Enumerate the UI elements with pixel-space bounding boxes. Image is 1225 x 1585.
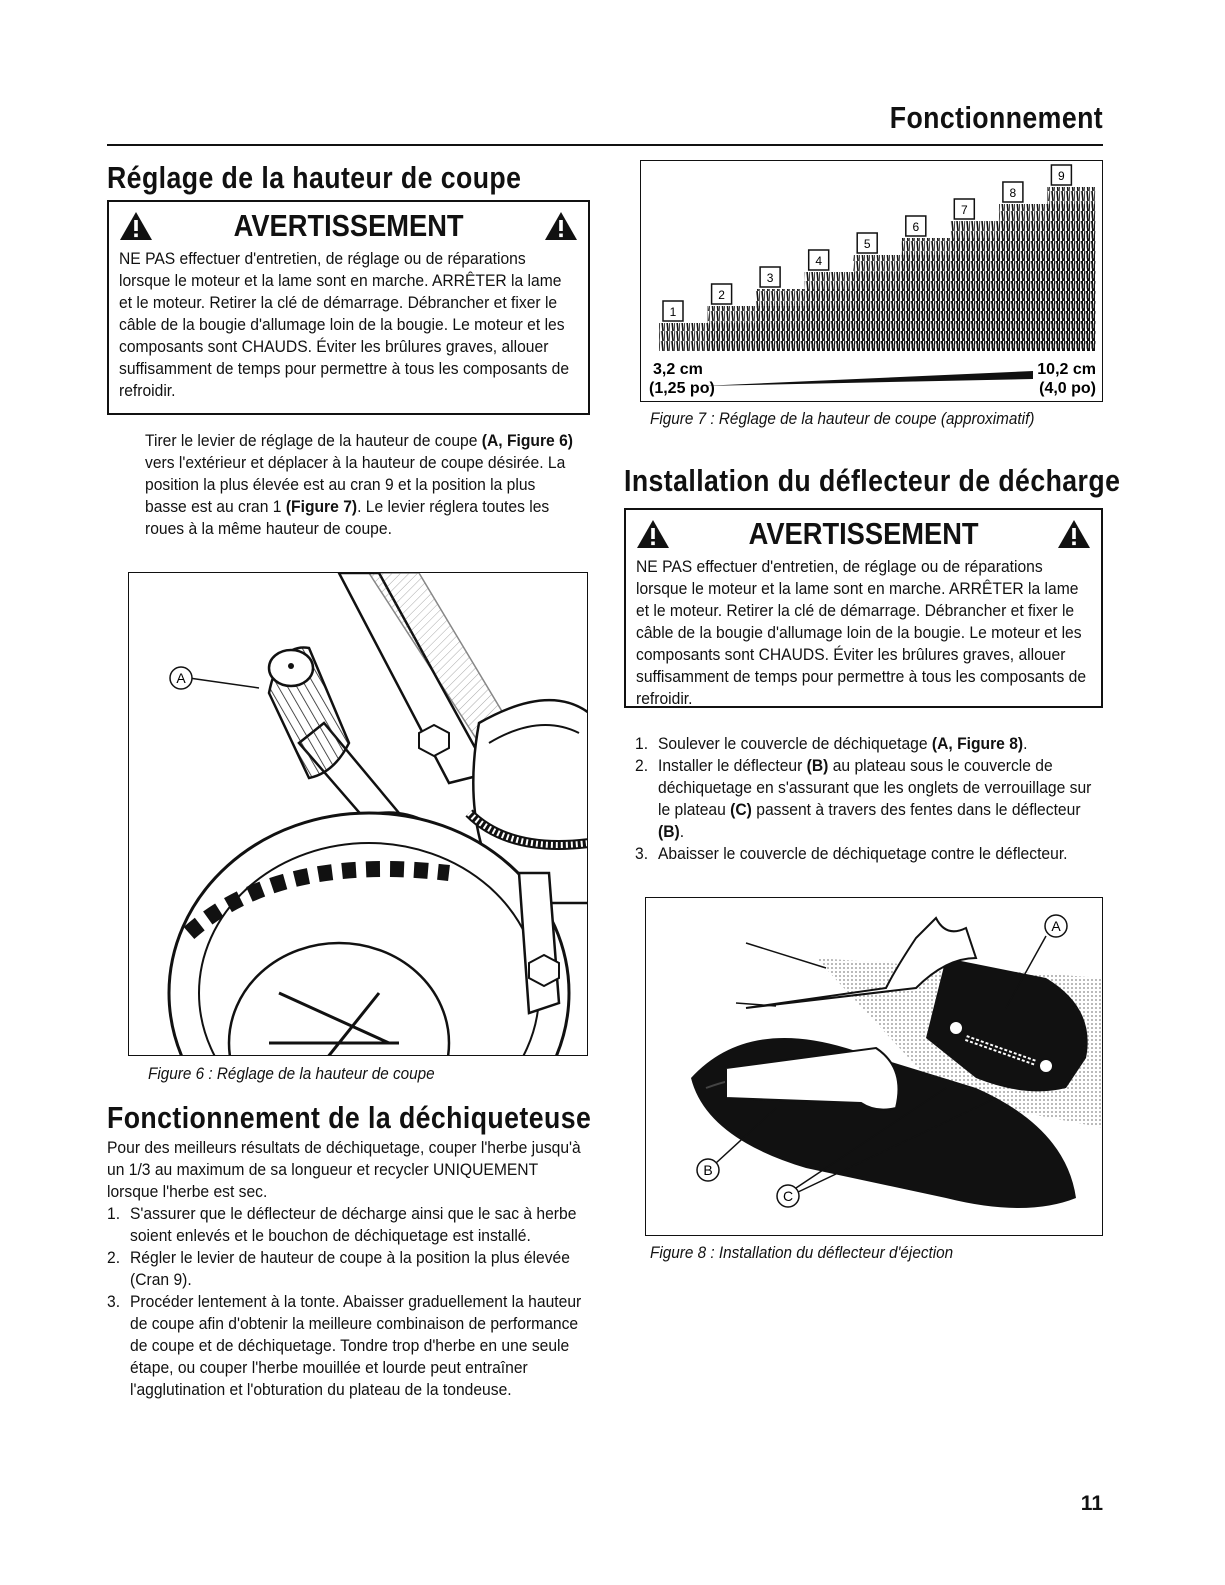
list-item: 2. Installer le déflecteur (B) au plateau sous le couvercle de déchiquetage en s'assurant que les onglets de verrouillage sur le plateau (C) passent à travers des fentes dans le déflecteur (B). [635,756,1092,841]
section-header [107,100,1103,146]
notch-label: 1 [669,305,677,319]
notch-label: 2 [718,288,725,302]
list-item: 2. Régler le levier de hauteur de coupe à la position la plus élevée (Cran 9). [107,1248,570,1289]
warning-triangle-icon [544,211,578,241]
notch-label: 5 [863,237,871,251]
callout-c: C [782,1188,794,1204]
list-item: 3. Abaisser le couvercle de déchiquetage contre le déflecteur. [635,844,1068,863]
max-height-label-in: (4,0 po) [1039,380,1096,397]
warning-triangle-icon [1057,519,1091,549]
warning-triangle-icon [119,211,153,241]
figure-ref: (A, Figure 8) [931,734,1024,753]
section-title: Fonctionnement [889,100,1103,135]
cut-height-title: Réglage de la hauteur de coupe [107,160,522,195]
notch-label: 9 [1058,169,1065,183]
figure-ref: (Figure 7) [285,497,358,516]
figure-8-caption: Figure 8 : Installation du déflecteur d'éjection [650,1243,954,1262]
notch-label: 4 [815,254,823,268]
max-height-label: 10,2 cm [1037,361,1096,378]
grass-step [1047,187,1096,351]
cut-height-instruction: Tirer le levier de réglage de la hauteur de coupe (A, Figure 6) vers l'extérieur et déplacer à la hauteur de coupe désirée. La position la plus élevée est au cran 9 et la position la plus basse est au cran 1 (Figure 7). Le levier réglera toutes les roues à la même hauteur de coupe. [145,431,574,538]
callout-a: A [176,670,186,686]
cut-height-lever-illustration [129,573,588,1056]
warning-title: AVERTISSEMENT [233,208,464,243]
notch-label: 3 [766,271,774,285]
callout-a: A [1051,918,1061,934]
notch-label: 6 [912,220,920,234]
deflector-title: Installation du déflecteur de décharge [624,463,1121,498]
figure-8 [645,897,1103,1236]
figure-7-caption: Figure 7 : Réglage de la hauteur de coupe (approximatif) [650,409,1035,428]
list-item: 3. Procéder lentement à la tonte. Abaisser graduellement la hauteur de coupe afin d'obtenir la meilleure combinaison de performance de coupe et de déchiquetage. Tondre trop d'herbe en une seule étape, ou couper l'herbe mouillée et lourde peut entraîner l'agglutination et l'obturation du plateau de la tondeuse. [107,1292,582,1399]
figure-ref: (A, Figure 6) [481,431,574,450]
warning-header [636,514,1091,554]
mulching-intro: Pour des meilleurs résultats de déchiquetage, couper l'herbe jusqu'à un 1/3 au maximum de sa longueur et recycler UNIQUEMENT lorsque l'herbe est sec. [107,1138,581,1201]
list-item: 1. S'assurer que le déflecteur de décharge ainsi que le sac à herbe soient enlevés et le bouchon de déchiquetage est installé. [107,1204,577,1245]
warning-text: NE PAS effectuer d'entretien, de réglage ou de réparations lorsque le moteur et la lame sont en marche. ARRÊTER la lame et le moteur. Retirer la clé de démarrage. Débrancher et fixer le câble de la bougie d'allumage loin de la bougie. Le moteur et les composants sont CHAUDS. Éviter les brûlures graves, allouer suffisamment de temps pour permettre à tous les composants de refroidir. [636,557,1087,708]
mulching-body [107,1137,590,1401]
figure-6 [128,572,588,1056]
min-height-label: 3,2 cm [653,361,703,378]
deflector-warning-box [624,508,1103,708]
notch-label: 7 [960,203,968,217]
cut-height-warning-box [107,200,590,415]
deflector-steps [635,733,1095,865]
grass-steps [659,187,1096,351]
notch-label: 8 [1009,186,1017,200]
figure-6-caption: Figure 6 : Réglage de la hauteur de coupe [148,1064,435,1083]
warning-triangle-icon [636,519,670,549]
cut-height-scale-illustration [641,161,1103,402]
mulching-steps [107,1203,590,1401]
callout-b: B [703,1162,713,1178]
min-height-label-in: (1,25 po) [649,380,715,397]
warning-header [119,206,578,246]
page-number: 11 [1080,1492,1103,1515]
mulching-title: Fonctionnement de la déchiqueteuse [107,1100,592,1135]
figure-7 [640,160,1103,402]
list-item: 1. Soulever le couvercle de déchiquetage (A, Figure 8). [635,734,1028,753]
deflector-installation-illustration [646,898,1103,1236]
height-scale-wedge [701,371,1033,386]
warning-title: AVERTISSEMENT [748,516,979,551]
warning-text: NE PAS effectuer d'entretien, de réglage ou de réparations lorsque le moteur et la lame sont en marche. ARRÊTER la lame et le moteur. Retirer la clé de démarrage. Débrancher et fixer le câble de la bougie d'allumage loin de la bougie. Le moteur et les composants sont CHAUDS. Éviter les brûlures graves, allouer suffisamment de temps pour permettre à tous les composants de refroidir. [119,249,570,400]
